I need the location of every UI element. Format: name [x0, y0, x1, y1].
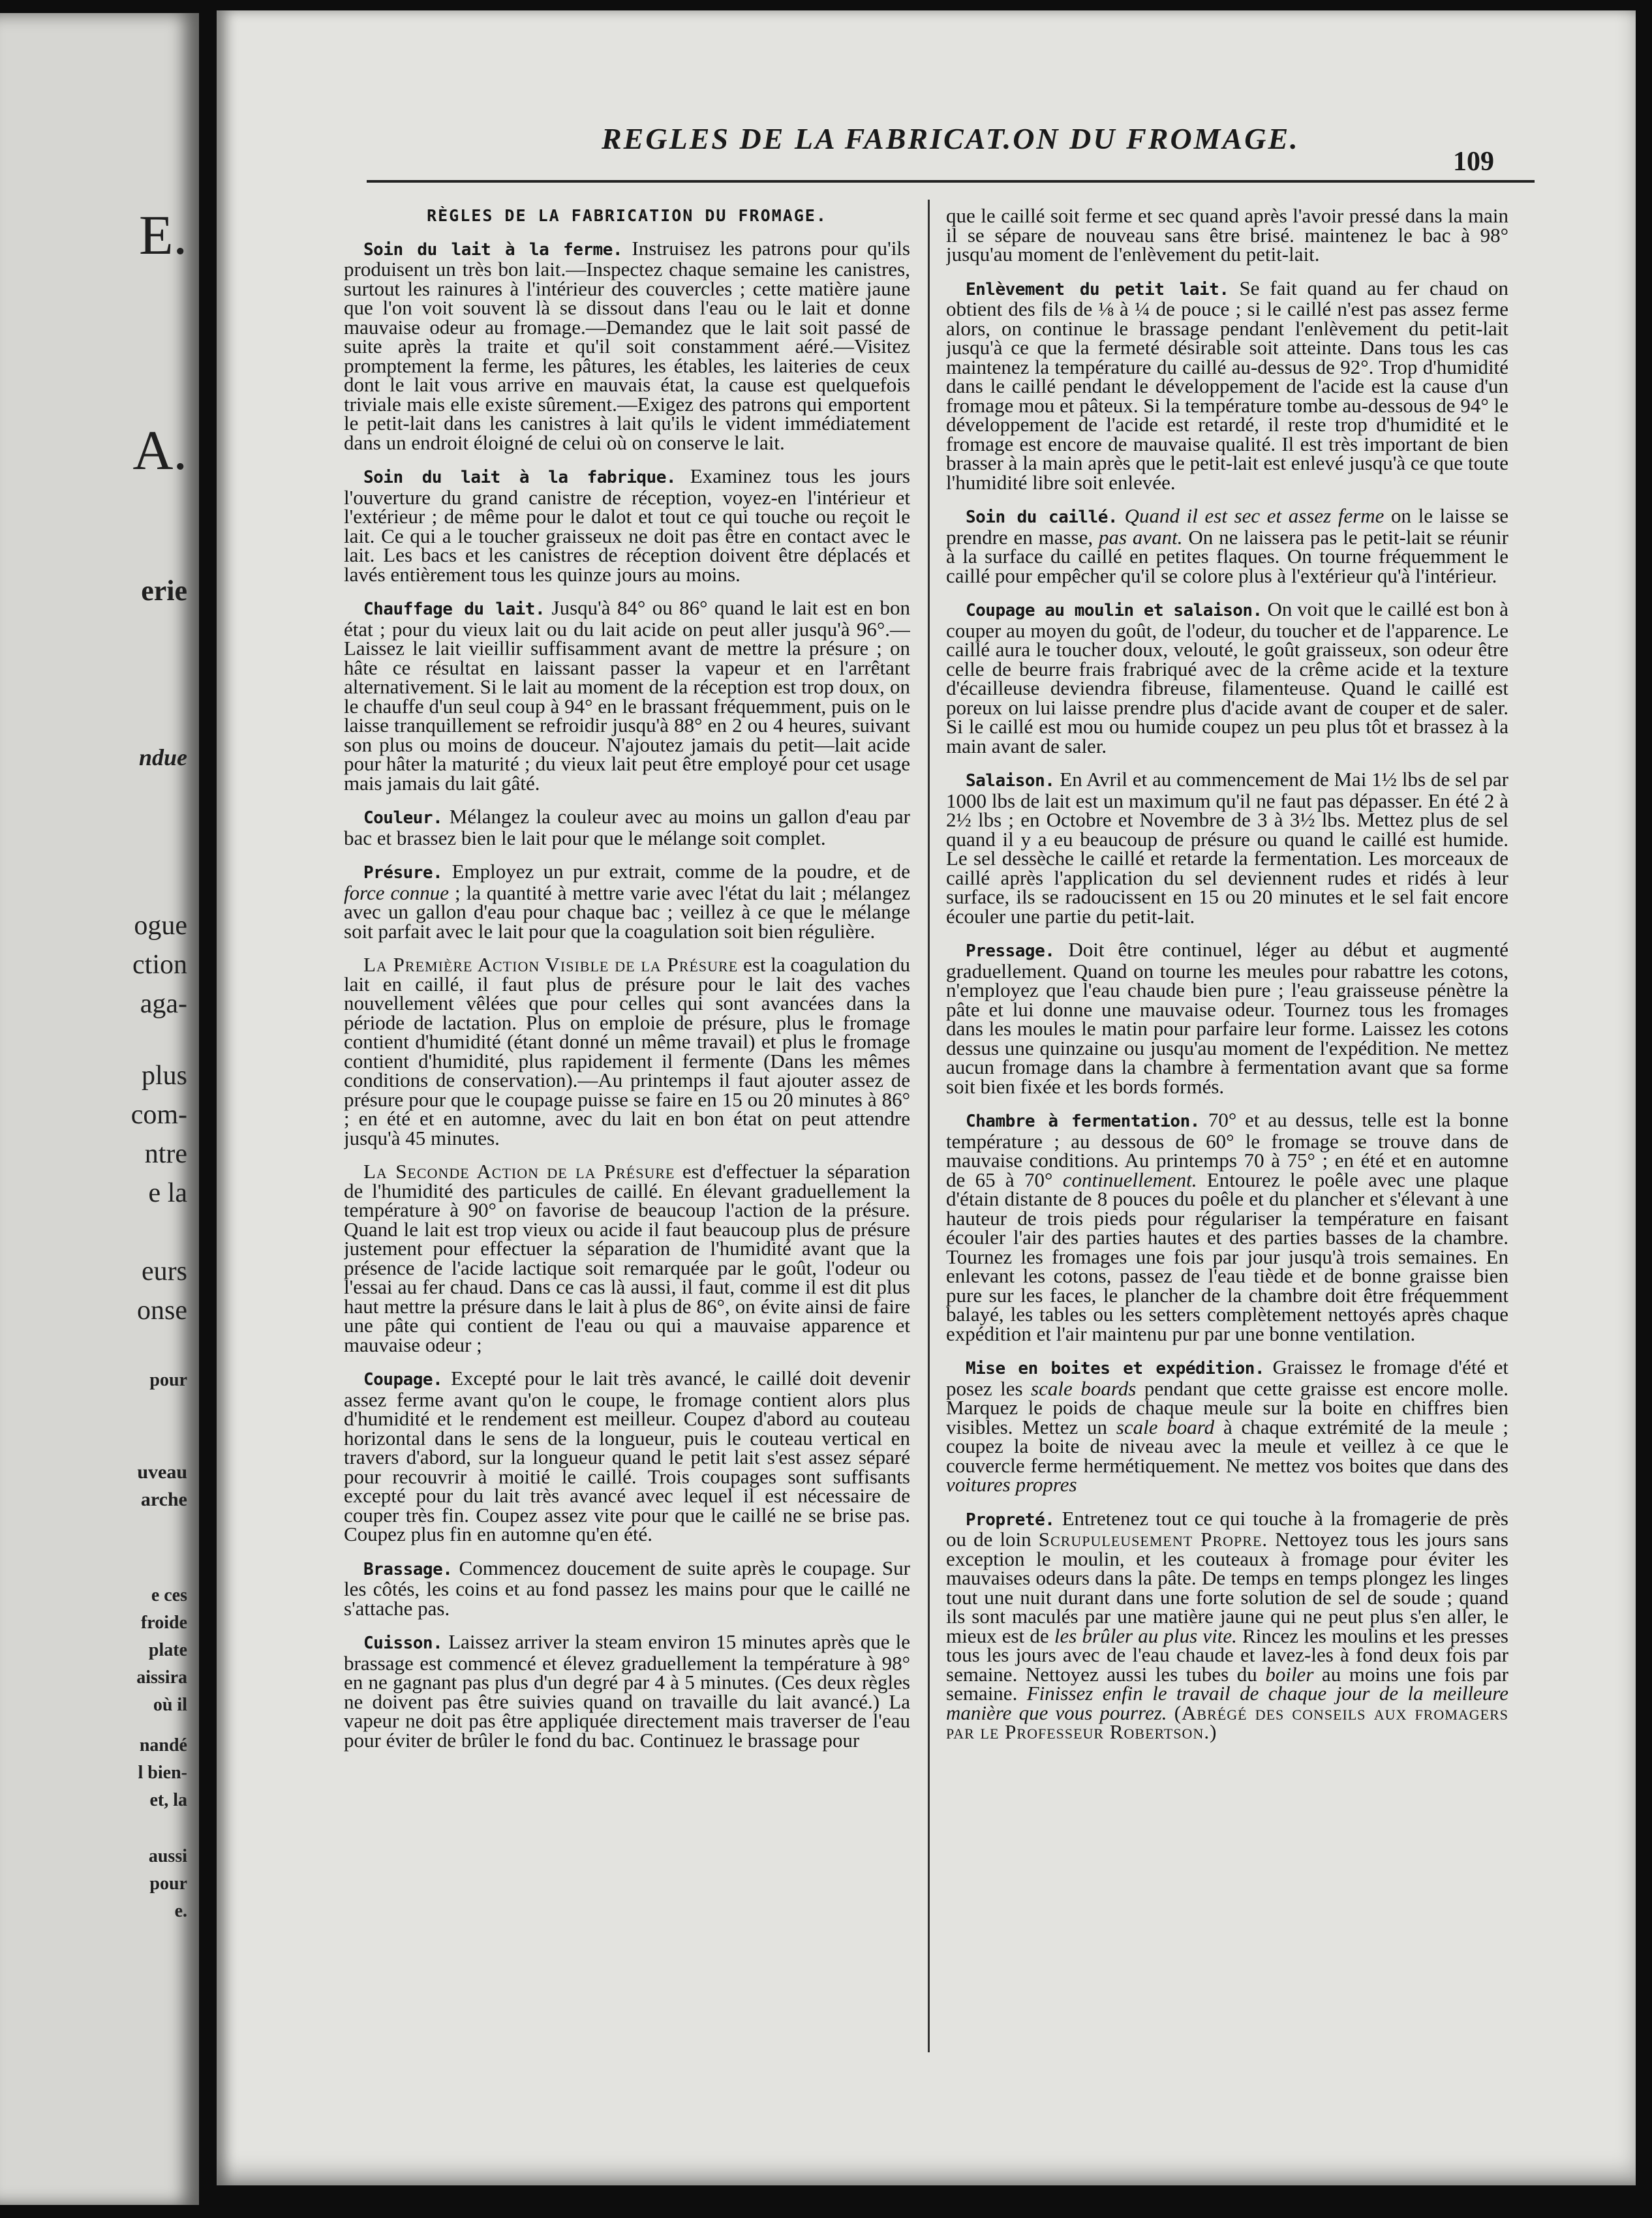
source-credit: (Abrégé des conseils aux fromagers par le Professeur Robertson.)	[946, 1701, 1508, 1743]
adjacent-page-fragment: ndue	[138, 744, 187, 770]
paragraph-enlevement	[946, 276, 1508, 494]
paragraph-lead: Cuisson.	[363, 1633, 443, 1653]
paragraph-premiere-action	[344, 955, 910, 1147]
paragraph-lead: Salaison.	[966, 771, 1055, 791]
text-column-left	[344, 206, 910, 1764]
paragraph-text: Excepté pour le lait très avancé, le caillé doit devenir assez ferme avant qu'on le coupe, le fromage contient alors plus d'humidité et le rendement est meilleur. Coupez d'abord au couteau horizontal dans le sens de la longueur, puis le couteau vertical en travers d'abord, sur la longueur quand le petit lait s'est assez séparé pour recouvrir à moitié le caillé. Trois coupages sont suffisants excepté pour du lait très avancé avec lequel il est nécessaire de couper très fin. Coupez assez vite pour que le caillé ne se brise pas. Coupez plus fin en automne qu'en été.	[344, 1367, 910, 1545]
paragraph-text: Employez un pur extrait, comme de la poudre, et de	[442, 860, 910, 883]
adjacent-page-fragment: pour	[149, 1874, 187, 1894]
paragraph-italic: les brûler au plus vite.	[1054, 1624, 1237, 1647]
paragraph-italic: voitures propres	[946, 1473, 1077, 1496]
paragraph-text: Mélangez la couleur avec au moins un gallon d'eau par bac et brassez bien le lait pour que le mélange soit complet.	[344, 805, 910, 849]
adjacent-page-fragment: aissira	[136, 1667, 187, 1688]
paragraph-text: On voit que le caillé est bon à couper au moyen du goût, de l'odeur, du toucher et de l'apparence. Le caillé aura le toucher doux, velouté, le goût graisseux, son odeur être celle de beurre frais frabriqué avec de la crême acide et la texture d'écailleuse deviendra fibreuse, filamenteuse. Quand le caillé est poreux on lui laisse prendre plus d'acide avant de couper et de saler. Si le caillé est mou ou humide coupez un peu plus tôt et brassez à la main avant de saler.	[946, 598, 1508, 757]
adjacent-page-fragment: erie	[141, 575, 187, 607]
running-head: REGLES DE LA FABRICAT.ON DU FROMAGE.	[602, 122, 1300, 155]
paragraph-lead: Mise en boites et expédition.	[966, 1359, 1265, 1378]
adjacent-page-fragment: arche	[140, 1489, 187, 1510]
paragraph-soin-lait-ferme	[344, 236, 910, 454]
paragraph-text: En Avril et au commencement de Mai 1½ lbs de sel par 1000 lbs de lait est un maximum qu'il ne faut pas dépasser. En été 2 à 2½ lbs ; en Octobre et Novembre de 3 à 3½ lbs. Mettez plus de sel quand il y a eu beaucoup de présure ou quand le caillé est humide. Le sel dessèche le caillé et retarde la fermentation. Les morceaux de caillé après l'application du sel deviennent rudes et ridés à leur surface, ils se radoucissent en 15 ou 20 minutes et le sel fait encore écouler une partie du petit-lait.	[946, 768, 1508, 928]
paragraph-italic: Finissez enfin le travail de chaque jour de la meilleure manière que vous pourrez.	[946, 1682, 1508, 1724]
paragraph-lead: Propreté.	[966, 1510, 1055, 1530]
text-column-right	[946, 206, 1508, 1756]
adjacent-page-fragment: e la	[148, 1178, 187, 1208]
paragraph-italic: Quand il est sec et assez ferme	[1124, 504, 1384, 527]
paragraph-lead: Présure.	[363, 863, 443, 883]
adjacent-page-fragment: e ces	[151, 1585, 187, 1605]
paragraph-lead: Soin du lait à la fabrique.	[363, 468, 677, 487]
adjacent-page-left	[0, 13, 199, 2205]
paragraph-text: Entourez le poêle avec une plaque d'étain distante de 8 pouces du poêle et du plancher et s'élevant à une hauteur de trois pieds pour régulariser la température en faisant écouler l'air des parties hautes et des parties basses de la chambre. Tournez les fromages une fois par jour jusqu'à trois semaines. En enlevant les cotons, passez de l'eau tiède et de bonne graisse bien pure sur les faces, le plancher de la chambre doit être fréquemment balayé, les tables ou les setters complètement nettoyés après chaque expédition et l'air maintenu pur par une bonne ventilation.	[946, 1168, 1508, 1345]
paragraph-coupage	[344, 1369, 910, 1544]
main-page	[217, 10, 1636, 2185]
adjacent-page-fragment: E.	[138, 204, 187, 266]
adjacent-page-fragment: ntre	[144, 1139, 187, 1169]
paragraph-text: 70° et au dessus, telle est la bonne température ; au dessous de 60° le fromage se trouve dans de mauvaise conditions. Au printemps 70 à 75° ; en été et en automne de 65 à 70°	[946, 1108, 1508, 1191]
paragraph-text: que le caillé soit ferme et sec quand après l'avoir pressé dans la main il se sépare de nouveau sans être brisé. maintenez le bac à 98° jusqu'au moment de l'enlèvement du petit-lait.	[946, 206, 1508, 266]
paragraph-italic: scale board	[1116, 1415, 1215, 1438]
paragraph-text: au moins une fois par semaine.	[946, 1662, 1508, 1705]
paragraph-text: Instruisez les patrons pour qu'ils produisent un très bon lait.—Inspectez chaque semaine les canistres, surtout les rainures à l'intérieur des couvercles ; cette matière jaune que l'on voit souvent là se dissout dans l'eau ou le lait et donne mauvaise odeur au fromage.—Demandez que le lait soit passé de suite après la traite et qu'il soit constamment aéré.—Visitez promptement la ferme, les pâtures, les étables, les laiteries de ceux dont le lait vous arrive en mauvais état, la cause est quelquefois triviale mais elle existe sûrement.—Exigez des patrons qui emportent le petit-lait dans les canistres à lait qu'ils le vident immédiatement dans un endroit éloigné de celui où on conserve le lait.	[344, 236, 910, 454]
paragraph-italic: pas avant.	[1098, 525, 1183, 549]
adjacent-page-fragment: pour	[149, 1370, 187, 1390]
paragraph-text: Graissez le fromage d'été et posez les	[946, 1356, 1508, 1400]
paragraph-text: ; la quantité à mettre varie avec l'état du lait ; mélangez avec un gallon d'eau pour chaque bac ; veillez à ce que le mélange soit parfait avec le lait pour que la coagulation soit bien régulière.	[344, 881, 910, 943]
paragraph-soin-caille	[946, 506, 1508, 585]
header-rule	[367, 180, 1535, 183]
paragraph-text: est la coagulation du lait en caillé, il faut plus de présure pour le lait des vaches nouvellement vêlées que pour celles qui sont avancées dans la période de lactation. Plus on emploie de présure, plus le fromage contient d'humidité (étant donné un même travail) et plus le fromage contient d'humidité, plus rapidement il fermente (Dans les mêmes conditions de conservation).—Au printemps il faut ajouter assez de présure pour que le coupage puisse se faire en 15 ou 20 minutes à 86° ; en été et en automne, avec du lait en bon état on peut attendre jusqu'à 45 minutes.	[344, 953, 910, 1149]
column-divider	[928, 200, 930, 2052]
adjacent-page-fragment: plus	[141, 1061, 187, 1091]
adjacent-page-fragment: où il	[153, 1695, 187, 1715]
adjacent-page-fragment: uveau	[137, 1461, 187, 1483]
adjacent-page-fragment: l bien-	[138, 1763, 187, 1783]
paragraph-lead: Pressage.	[966, 941, 1055, 961]
adjacent-page-fragment: plate	[148, 1640, 187, 1660]
paragraph-lead: Brassage.	[363, 1559, 453, 1579]
paragraph-salaison	[946, 770, 1508, 926]
paragraph-text: est d'effectuer la séparation de l'humidité des particules de caillé. En élevant graduellement la température à 90° on favorise de beaucoup l'action de la présure. Quand le lait est trop vieux ou acide il faut beaucoup plus de présure justement pour effectuer la séparation de l'humidité avant que la présence de l'acide lactique soit remarquée par le goût, l'odeur ou l'essai au fer chaud. Dans ce cas là aussi, il faut, comme il est dit plus haut mettre la présure dans le lait à plus de 86°, on évite ainsi de faire une pâte qui contient de l'eau ou qui a mauvaise apparence et mauvaise odeur ;	[344, 1160, 910, 1356]
paragraph-proprete	[946, 1506, 1508, 1743]
paragraph-text: Se fait quand au fer chaud on obtient des fils de ⅛ à ¼ de pouce ; si le caillé n'est pas assez ferme alors, on continue le brassage pendant l'enlèvement du petit-lait jusqu'à ce que la fermeté désirable soit atteinte. Dans tous les cas maintenez la température du caillé au-dessus de 92°. Trop d'humidité dans le caillé pendant le développement de l'acide est la cause d'un fromage mou et pâteux. Si la température tombe au-dessous de 94° le développement de l'acide est retardé, il reste trop d'humidité et le fromage est encore de mauvaise qualité. Il est très important de bien brasser à la main après que le petit-lait est enlevé jusqu'à ce que toute l'humidité libre soit enlevée.	[946, 276, 1508, 494]
paragraph-text: Rincez les moulins et les presses tous les jours avec de l'eau chaude et lavez-les à fond deux fois par semaine. Nettoyez aussi les tubes du	[946, 1624, 1508, 1686]
paragraph-lead: Soin du lait à la ferme.	[363, 239, 622, 260]
paragraph-text: Nettoyez tous les jours sans exception le moulin, et les couteaux à fromage pour éviter les mauvaises odeurs dans la pâte. De temps en temps plongez les linges tout une nuit durant dans une forte solution de sel de soude ; quand ils sont maculés par une matière jaune qui ne peut plus s'en aller, le mieux est de	[946, 1528, 1508, 1647]
paragraph-lead: La Première Action Visible de la Présure	[363, 953, 739, 976]
adjacent-page-fragment: aga-	[140, 989, 187, 1019]
paragraph-text: On ne laissera pas le petit-lait se réunir à la surface du caillé en petites flaques. On tourne fréquemment le caillé pour empêcher qu'il se colore plus à l'extérieur qu'à l'intérieur.	[946, 525, 1508, 587]
adjacent-page-fragment: e.	[174, 1901, 187, 1921]
paragraph-chauffage	[344, 598, 910, 793]
paragraph-lead: Chauffage du lait.	[363, 600, 545, 619]
adjacent-page-fragment: ction	[132, 950, 187, 980]
adjacent-page-fragment: et, la	[149, 1790, 187, 1810]
page-number: 109	[1453, 147, 1494, 177]
adjacent-page-fragment: ogue	[134, 911, 187, 941]
paragraph-text: Commencez doucement de suite après le coupage. Sur les côtés, les coins et au fond passez les mains pour que le caillé ne s'attache pas.	[344, 1556, 910, 1620]
paragraph-text: pendant que cette graisse est encore molle. Marquez le poids de chaque meule sur la boite en chiffres bien visibles. Mettez un	[946, 1376, 1508, 1438]
paragraph-chambre-fermentation	[946, 1110, 1508, 1343]
paragraph-italic: scale boards	[1031, 1376, 1137, 1400]
paragraph-text: Entretenez tout ce qui touche à la fromagerie de près ou de loin	[946, 1506, 1508, 1551]
paragraph-text: on le laisse se prendre en masse,	[946, 504, 1508, 549]
adjacent-page-fragment: aussi	[148, 1846, 187, 1866]
paragraph-lead: Enlèvement du petit lait.	[966, 279, 1229, 299]
adjacent-page-fragment: eurs	[142, 1256, 187, 1286]
paragraph-text: Examinez tous les jours l'ouverture du grand canistre de réception, voyez-en l'intérieur et l'extérieur ; de même pour le dalot et tout ce qui touche ou reçoit le lait. Ce qui a le toucher graisseux ne doit pas être en contact avec le lait. Les bacs et les canistres de réception doivent être déplacés et lavés entièrement tous les quinze jours au moins.	[344, 464, 910, 586]
paragraph-text: Laissez arriver la steam environ 15 minutes après que le brassage est commencé et élevez graduellement la température à 98° en ne gagnant pas plus d'un degré par 4 à 5 minutes. (Ces deux règles ne doivent pas être suivies quand on travaille du lait avancé.) La vapeur ne doit pas être appliquée directement mais traverser de l'eau pour éviter de brûler le fond du bac. Continuez le brassage pour	[344, 1630, 910, 1752]
paragraph-lead: Coupage au moulin et salaison.	[966, 601, 1262, 620]
paragraph-cuisson	[344, 1632, 910, 1750]
paragraph-lead: La Seconde Action de la Présure	[363, 1160, 675, 1183]
paragraph-lead: Couleur.	[363, 808, 443, 828]
paragraph-lead: Chambre à fermentation.	[966, 1112, 1200, 1131]
adjacent-page-fragment: A.	[132, 419, 187, 481]
adjacent-page-fragment: com-	[130, 1100, 187, 1130]
paragraph-italic: force connue	[344, 881, 450, 904]
paragraph-italic: boiler	[1265, 1662, 1314, 1686]
paragraph-italic: continuellement.	[1062, 1168, 1197, 1191]
paragraph-brassage	[344, 1558, 910, 1618]
paragraph-couleur	[344, 807, 910, 847]
paragraph-presure	[344, 862, 910, 941]
paragraph-coupage-moulin	[946, 600, 1508, 755]
paragraph-text: Doit être continuel, léger au début et augmenté graduellement. Quand on tourne les meules pour rabattre les cotons, n'employez que l'eau chaude bien pure ; l'eau graisseuse pénètre la pâte et lui donne une mauvaise odeur. Tournez tous les fromages dans les moules le matin pour parfaire leur forme. Laissez les cotons dessus une quinzaine ou jusqu'au moment de l'expédition. Ne mettez aucun fromage dans la chambre à fermentation avant que sa forme soit bien fixée et les bords formés.	[946, 938, 1508, 1098]
paragraph-seconde-action	[344, 1162, 910, 1354]
paragraph-mise-en-boites	[946, 1358, 1508, 1495]
paragraph-text: Jusqu'à 84° ou 86° quand le lait est en bon état ; pour du vieux lait ou du lait acide on peut aller jusqu'à 96°.—Laissez le lait vieillir suffisamment avant de mettre la présure ; on hâte ce résultat en laissant passer la vapeur et en l'arrêtant alternativement. Si le lait au moment de la réception est trop doux, on le chauffe d'un seul coup à 94° en le brassant fréquemment, puis on le laisse tranquillement se refroidir jusqu'à 88° en 2 ou 4 heures, suivant son plus ou moins de douceur. N'ajoutez jamais du petit—lait acide pour hâter la maturité ; du vieux lait peut être employé pour cet usage mais jamais du lait gâté.	[344, 596, 910, 795]
paragraph-lead: Soin du caillé.	[966, 508, 1118, 527]
article-title: RÈGLES DE LA FABRICATION DU FROMAGE.	[427, 206, 827, 225]
paragraph-pressage	[946, 940, 1508, 1096]
adjacent-page-fragment: froide	[140, 1613, 187, 1633]
paragraph-text: à chaque extrémité de la meule ; coupez la boite de niveau avec la meule et veillez à ce que le couvercle ferme hermétiquement. Ne mettez vos boites que dans des	[946, 1415, 1508, 1477]
adjacent-page-fragment: onse	[137, 1296, 187, 1326]
paragraph-soin-lait-fabrique	[344, 466, 910, 584]
paragraph-emphasis: Scrupuleusement Propre.	[1038, 1528, 1268, 1551]
paragraph-lead: Coupage.	[363, 1370, 443, 1390]
adjacent-page-fragment: nandé	[139, 1735, 187, 1755]
paragraph-cuisson-continued	[946, 206, 1508, 264]
